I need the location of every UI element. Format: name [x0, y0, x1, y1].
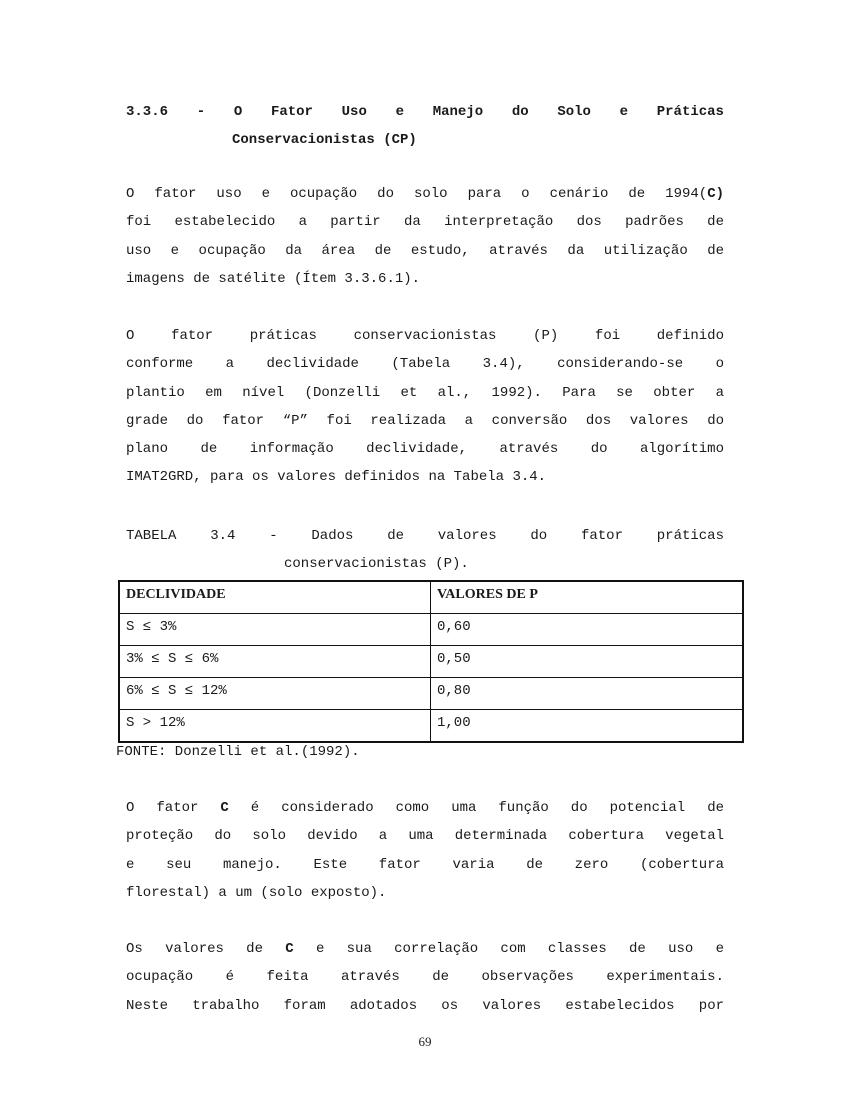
- paragraph-2-line: plantio em nível (Donzelli et al., 1992). Para se obter a: [126, 384, 724, 401]
- section-number: 3.3.6: [126, 104, 169, 120]
- text-run: Os valores de: [126, 941, 286, 957]
- table-row: [119, 646, 743, 678]
- title-word: Fator: [270, 104, 313, 120]
- paragraph-1-line: uso e ocupação da área de estudo, através da utilização de: [126, 242, 724, 259]
- paragraph-3-line: [126, 794, 724, 822]
- paragraph-4-line: [126, 935, 724, 963]
- title-word: Manejo: [432, 104, 484, 120]
- p-value-cell: 1,00: [431, 710, 744, 743]
- section-heading-line-2: Conservacionistas (CP): [232, 132, 417, 148]
- title-word: e: [395, 104, 404, 120]
- text-run: O fator: [126, 800, 221, 816]
- paragraph-2-line: O fator práticas conservacionistas (P) foi definido: [126, 328, 724, 344]
- table-caption-line-2: conservacionistas (P).: [284, 556, 469, 572]
- caption-word: 3.4: [210, 528, 236, 544]
- caption-word: práticas: [656, 528, 724, 544]
- table-row: [119, 614, 743, 646]
- text-run: e sua correlação com classes de uso e: [293, 941, 724, 957]
- slope-cell: 3% ≤ S ≤ 6%: [119, 646, 431, 678]
- p-value-cell: 0,50: [431, 646, 744, 678]
- p-value-cell: 0,80: [431, 678, 744, 710]
- title-word: e: [619, 104, 629, 120]
- table-row: [119, 678, 743, 710]
- paragraph-3-line: e seu manejo. Este fator varia de zero (cobertura: [126, 856, 724, 873]
- slope-p-values-table: [118, 580, 744, 743]
- caption-word: Dados: [311, 528, 354, 544]
- table-row: [119, 710, 743, 743]
- paragraph-4: [126, 935, 724, 1020]
- paragraph-2: [126, 322, 724, 492]
- table-source: FONTE: Donzelli et al.(1992).: [116, 744, 360, 760]
- paragraph-2-line: conforme a declividade (Tabela 3.4), considerando-se o: [126, 356, 724, 373]
- table-caption-line-1: [126, 522, 724, 550]
- paragraph-1-line: [126, 180, 724, 208]
- column-header-declividade: DECLIVIDADE: [119, 581, 431, 614]
- paragraph-2-line: grade do fator “P” foi realizada a conversão dos valores do: [126, 412, 724, 429]
- slope-cell: 6% ≤ S ≤ 12%: [119, 678, 431, 710]
- caption-word: de: [387, 528, 404, 544]
- section-heading: [126, 98, 724, 154]
- column-header-valores-de-p: VALORES DE P: [431, 581, 744, 614]
- text-run: é considerado como uma função do potencial de: [228, 800, 725, 816]
- paragraph-2-line: plano de informação declividade, através do algorítimo: [126, 441, 724, 458]
- title-word: Solo: [557, 104, 591, 120]
- paragraph-1-line: imagens de satélite (Ítem 3.3.6.1).: [126, 270, 421, 287]
- table-caption: [126, 522, 724, 578]
- title-word: Uso: [341, 104, 367, 120]
- section-dash: -: [196, 104, 206, 120]
- paragraph-1-line: foi estabelecido a partir da interpretação dos padrões de: [126, 214, 724, 231]
- title-word: Práticas: [656, 104, 724, 120]
- page-number: 69: [418, 1034, 432, 1049]
- paragraph-4-line: Neste trabalho foram adotados os valores estabelecidos por: [126, 997, 724, 1014]
- table-header-row: [119, 581, 743, 614]
- paragraph-2-line: IMAT2GRD, para os valores definidos na Tabela 3.4.: [126, 469, 547, 486]
- paragraph-3-line: florestal) a um (solo exposto).: [126, 884, 387, 901]
- caption-word: -: [269, 528, 278, 544]
- section-heading-line-1: [126, 98, 724, 126]
- bold-factor-c: C: [220, 800, 229, 816]
- bold-factor-c: C: [285, 941, 294, 957]
- caption-word: do: [530, 528, 548, 544]
- slope-cell: S ≤ 3%: [119, 614, 431, 646]
- caption-word: valores: [437, 528, 497, 544]
- caption-word: fator: [580, 528, 623, 544]
- bold-factor-c: C): [707, 186, 724, 202]
- paragraph-1: [126, 180, 724, 293]
- title-word: do: [511, 104, 529, 120]
- title-word: O: [233, 104, 243, 120]
- caption-word: TABELA: [126, 528, 177, 544]
- text-run: O fator uso e ocupação do solo para o cenário de 1994(: [126, 186, 708, 202]
- paragraph-3: [126, 794, 724, 907]
- paragraph-4-line: ocupação é feita através de observações experimentais.: [126, 969, 724, 986]
- paragraph-3-line: proteção do solo devido a uma determinada cobertura vegetal: [126, 828, 724, 845]
- slope-cell: S > 12%: [119, 710, 431, 743]
- p-value-cell: 0,60: [431, 614, 744, 646]
